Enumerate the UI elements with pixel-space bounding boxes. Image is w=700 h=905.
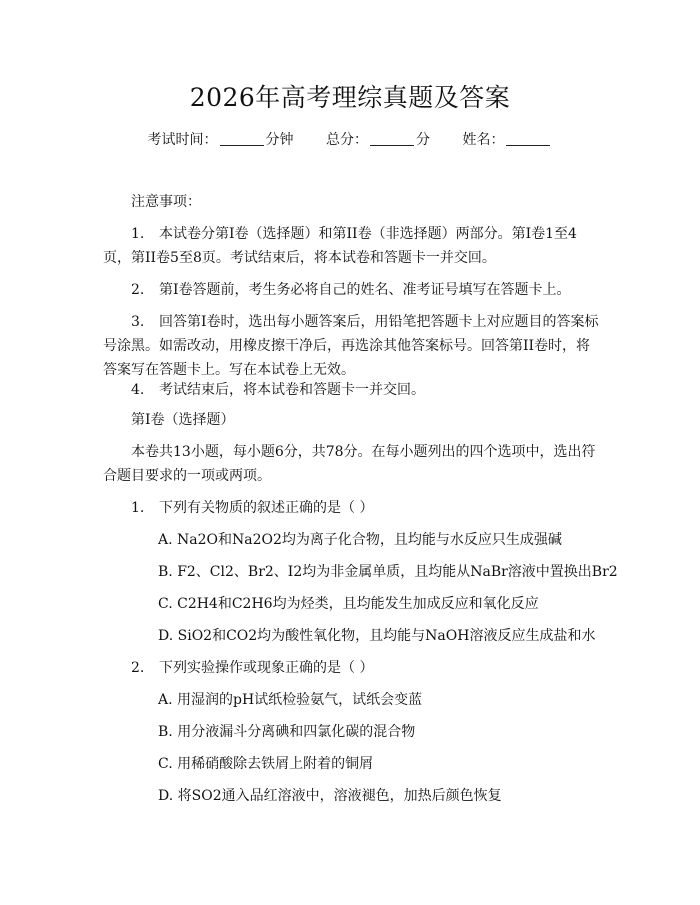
- name-label: 姓名：: [462, 132, 505, 148]
- score-unit: 分: [416, 132, 430, 148]
- time-unit: 分钟: [265, 132, 294, 148]
- score-label: 总分：: [326, 132, 368, 148]
- notice-item: [103, 310, 603, 382]
- section-intro: 本卷共13小题，每小题6分，共78分。在每小题列出的四个选项中，选出符合题目要求的一项或两项。: [103, 444, 596, 484]
- question-number: 2.: [131, 660, 145, 676]
- notice-text: 回答第Ⅰ卷时，选出每小题答案后，用铅笔把答题卡上对应题目的答案标号涂黑。如需改动，用橡皮擦干净后，再选涂其他答案标号。回答第II卷时，将答案写在答题卡上。写在本试卷上无效。: [103, 314, 599, 378]
- score-blank: [370, 131, 414, 146]
- page-title: 2026年高考理综真题及答案: [189, 83, 511, 112]
- option-a: A. Na2O和Na2O2均为离子化合物，且均能与水反应只生成强碱: [158, 532, 562, 548]
- option-d: D. 将SO2通入品红溶液中，溶液褪色，加热后颜色恢复: [158, 788, 502, 804]
- option-c: C. C2H4和C2H6均为烃类，且均能发生加成反应和氧化反应: [158, 596, 539, 612]
- option-b: B. 用分液漏斗分离碘和四氯化碳的混合物: [158, 724, 416, 740]
- option-d: D. SiO2和CO2均为酸性氧化物，且均能与NaOH溶液反应生成盐和水: [158, 628, 596, 644]
- notice-item: [103, 222, 603, 270]
- option-c: C. 用稀硝酸除去铁屑上附着的铜屑: [158, 756, 374, 772]
- exam-time: [148, 132, 298, 148]
- option-a: A. 用湿润的pH试纸检验氨气，试纸会变蓝: [158, 692, 423, 708]
- notice-text: 考试结束后，将本试卷和答题卡一并交回。: [159, 382, 425, 398]
- notice-text: 本试卷分第Ⅰ卷（选择题）和第II卷（非选择题）两部分。第Ⅰ卷1至4页，第II卷5至8页。考试结束后，将本试卷和答题卡一并交回。: [103, 226, 577, 266]
- question-text: 下列实验操作或现象正确的是（ ）: [159, 660, 374, 676]
- notice-text: 第Ⅰ卷答题前，考生务必将自己的姓名、准考证号填写在答题卡上。: [159, 282, 571, 298]
- question-text: 下列有关物质的叙述正确的是（ ）: [159, 500, 374, 516]
- exam-score: [326, 132, 434, 148]
- section-title: 第Ⅰ卷（选择题）: [131, 412, 235, 428]
- notice-number: 3.: [131, 314, 145, 330]
- question-stem: [103, 496, 603, 520]
- exam-name: [462, 132, 552, 148]
- notice-item: [103, 278, 603, 302]
- notice-number: 2.: [131, 282, 145, 298]
- notice-heading: 注意事项：: [131, 194, 201, 210]
- question-stem: [103, 656, 603, 680]
- notice-item: [103, 378, 603, 402]
- option-b: B. F2、Cl2、Br2、I2均为非金属单质，且均能从NaBr溶液中置换出Br2: [158, 564, 618, 580]
- time-label: 考试时间：: [147, 132, 218, 148]
- exam-meta: [0, 130, 700, 150]
- notice-number: 1.: [131, 226, 145, 242]
- question-number: 1.: [131, 500, 145, 516]
- notice-number: 4.: [131, 382, 145, 398]
- name-blank: [506, 131, 550, 146]
- time-blank: [220, 131, 264, 146]
